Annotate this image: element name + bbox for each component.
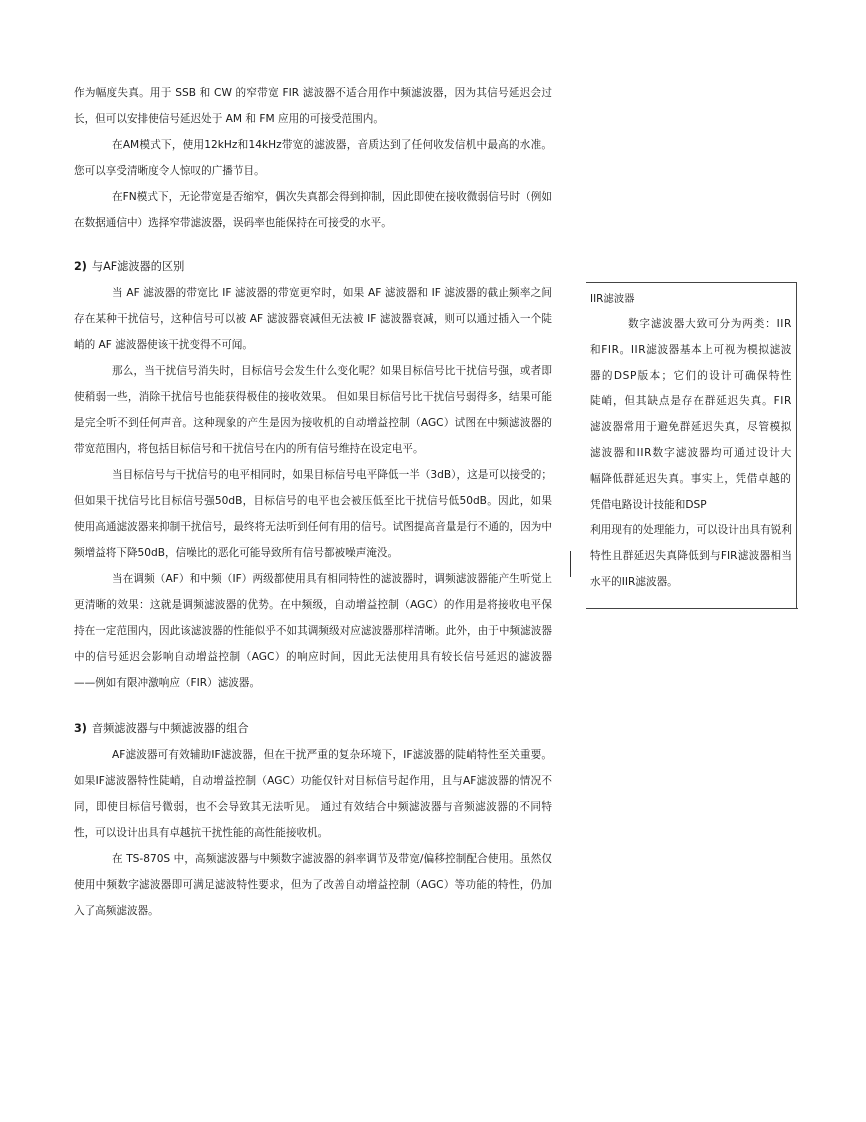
paragraph: 当在调频（AF）和中频（IF）两级都使用具有相同特性的滤波器时，调频滤波器能产生听觉上更清晰的效果：这就是调频滤波器的优势。在中频级，自动增益控制（AGC）的作用是将接收电平保持在一定范围内，因此该滤波器的性能似乎不如其调频级对应滤波器那样清晰。此外，由于中频滤波器中的信号延迟会影响自动增益控制（AGC）的响应时间，因此无法使用具有较长信号延迟的滤波器——例如有限冲激响应（FIR）滤波器。 <box>74 573 552 689</box>
section-title: 音频滤波器与中频滤波器的组合 <box>91 722 249 735</box>
paragraph: 在AM模式下，使用12kHz和14kHz带宽的滤波器，音质达到了任何收发信机中最高的水准。您可以享受清晰度令人惊叹的广播节目。 <box>74 139 552 177</box>
spacer <box>74 696 552 716</box>
paragraph: 在 TS-870S 中，高频滤波器与中频数字滤波器的斜率调节及带宽/偏移控制配合使用。虽然仅使用中频数字滤波器即可满足滤波特性要求，但为了改善自动增益控制（AGC）等功能的特性，仍加入了高频滤波器。 <box>74 853 552 917</box>
paragraph: 作为幅度失真。用于 SSB 和 CW 的窄带宽 FIR 滤波器不适合用作中频滤波器，因为其信号延迟会过长，但可以安排使信号延迟处于 AM 和 FM 应用的可接受范围内。 <box>74 87 552 125</box>
paragraph: 那么，当干扰信号消失时，目标信号会发生什么变化呢？如果目标信号比干扰信号强，或者即使稍弱一些，消除干扰信号也能获得极佳的接收效果。 但如果目标信号比干扰信号弱得多，结果可能是完全听不到任何声音。这种现象的产生是因为接收机的自动增益控制（AGC）试图在中频滤波器的带宽范围内，将包括目标信号和干扰信号在内的所有信号维持在设定电平。 <box>74 365 552 455</box>
paragraph: AF滤波器可有效辅助IF滤波器，但在干扰严重的复杂环境下，IF滤波器的陡峭特性至关重要。如果IF滤波器特性陡峭，自动增益控制（AGC）功能仅针对目标信号起作用，且与AF滤波器的情况不同，即使目标信号微弱，也不会导致其无法听见。 通过有效结合中频滤波器与音频滤波器的不同特性，可以设计出具有卓越抗干扰性能的高性能接收机。 <box>74 749 552 839</box>
paragraph: 在FN模式下，无论带宽是否缩窄，偶次失真都会得到抑制，因此即使在接收微弱信号时（例如在数据通信中）选择窄带滤波器，误码率也能保持在可接受的水平。 <box>74 191 552 229</box>
sidebar-bottom-rule <box>586 608 798 609</box>
main-column <box>74 80 552 924</box>
sidebar-title: IIR滤波器 <box>590 293 635 305</box>
sidebar-box <box>586 282 797 609</box>
paragraph: 当 AF 滤波器的带宽比 IF 滤波器的带宽更窄时，如果 AF 滤波器和 IF 滤波器的截止频率之间存在某种干扰信号，这种信号可以被 AF 滤波器衰减但无法被 IF 滤波器衰减，则可以通过插入一个陡峭的 AF 滤波器使该干扰变得不可闻。 <box>74 287 552 351</box>
sidebar-paragraph: 数字滤波器大致可分为两类：IIR和FIR。IIR滤波器基本上可视为模拟滤波器的DSP版本；它们的设计可确保特性陡峭，但其缺点是存在群延迟失真。FIR滤波器常用于避免群延迟失真，尽管模拟滤波器和IIR数字滤波器均可通过设计大幅降低群延迟失真。事实上，凭借卓越的 <box>590 318 792 485</box>
paragraph: 当目标信号与干扰信号的电平相同时，如果目标信号电平降低一半（3dB），这是可以接受的；但如果干扰信号比目标信号强50dB，目标信号的电平也会被压低至比干扰信号低50dB。因此，如果使用高通滤波器来抑制干扰信号，最终将无法听到任何有用的信号。试图提高音量是行不通的，因为中频增益将下降50dB，信噪比的恶化可能导致所有信号都被噪声淹没。 <box>74 469 552 559</box>
sidebar-paragraph: 利用现有的处理能力，可以设计出具有锐利特性且群延迟失真降低到与FIR滤波器相当水平的IIR滤波器。 <box>590 524 792 588</box>
section-heading-3 <box>74 716 552 742</box>
margin-rule <box>570 551 571 577</box>
sidebar-content <box>590 286 792 596</box>
spacer <box>74 236 552 254</box>
section-number: 2) <box>74 260 87 273</box>
section-title: 与AF滤波器的区别 <box>91 260 185 273</box>
section-number: 3) <box>74 722 87 735</box>
section-heading-2 <box>74 254 552 280</box>
sidebar-paragraph: 凭借电路设计技能和DSP <box>590 498 707 511</box>
